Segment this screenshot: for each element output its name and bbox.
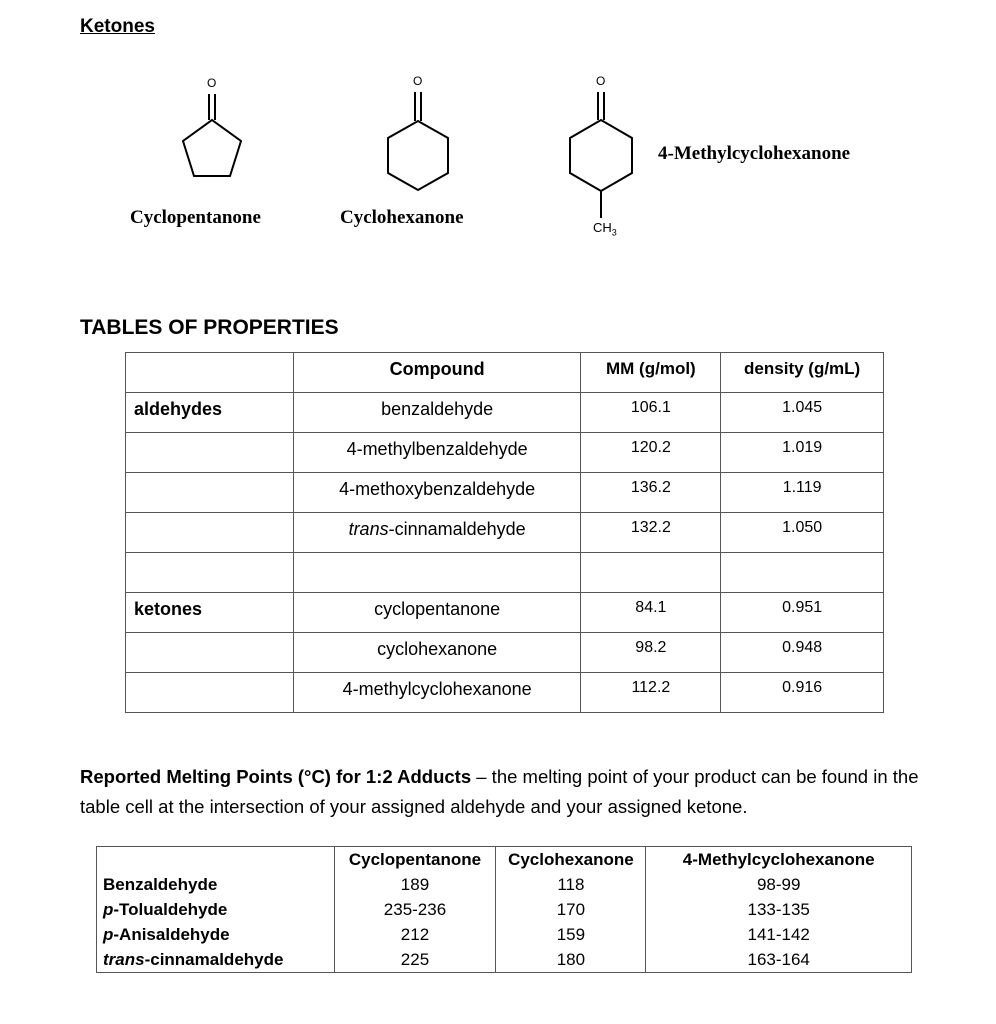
compound-cell: 4-methoxybenzaldehyde [293,473,581,513]
table-row [97,872,912,897]
empty-cell [581,553,721,593]
table-row [97,922,912,947]
cyclohexane-ring [388,121,448,190]
mm-cell: 136.2 [581,473,721,513]
label-cyclohexanone: Cyclohexanone [340,207,464,228]
methylcyclohexane-ring [570,120,632,191]
cyclopentane-ring [183,120,241,176]
table-row [126,393,884,433]
section-title-ketones: Ketones [80,16,155,37]
density-cell: 1.119 [721,473,884,513]
mp-cell: 170 [496,897,646,922]
category-ketones: ketones [126,593,294,633]
empty-cell [126,473,294,513]
mm-cell: 84.1 [581,593,721,633]
density-cell: 0.951 [721,593,884,633]
label-cyclopentanone: Cyclopentanone [130,207,261,228]
mp-header-empty [97,847,335,873]
table-row [126,433,884,473]
mp-row-label [97,872,335,897]
mm-cell: 106.1 [581,393,721,433]
label-4-methylcyclohexanone: 4-Methylcyclohexanone [658,143,851,164]
row-name: -Tolualdehyde [113,900,228,919]
density-cell: 1.019 [721,433,884,473]
ch3-subscript: 3 [611,227,617,238]
mp-row-label [97,947,335,973]
mm-cell: 120.2 [581,433,721,473]
compound-cell: 4-methylcyclohexanone [293,673,581,713]
mp-row-label [97,922,335,947]
table-row [126,593,884,633]
empty-cell [126,673,294,713]
density-cell: 0.948 [721,633,884,673]
row-prefix: p [103,925,114,944]
header-mm: MM (g/mol) [581,353,721,393]
table-row-spacer [126,553,884,593]
mp-cell: 212 [334,922,496,947]
empty-cell [126,513,294,553]
compound-cell: 4-methylbenzaldehyde [293,433,581,473]
row-prefix: trans [103,950,145,969]
mm-cell: 132.2 [581,513,721,553]
table-header-row [126,353,884,393]
oxygen-label-3: O [596,74,606,88]
melting-points-table [96,846,912,973]
category-aldehydes: aldehydes [126,393,294,433]
mm-cell: 112.2 [581,673,721,713]
compound-cell: benzaldehyde [293,393,581,433]
header-compound: Compound [293,353,581,393]
table-row [126,633,884,673]
intro-rest: – the melting point of your product can be found in the table cell at the intersection of your assigned aldehyde and your assigned ketone. [80,766,919,817]
empty-cell [721,553,884,593]
compound-suffix: -cinnamaldehyde [388,519,526,539]
properties-table [125,352,884,713]
oxygen-label-2: O [413,74,423,88]
table-row [97,947,912,973]
tables-heading: TABLES OF PROPERTIES [80,316,339,339]
empty-cell [126,633,294,673]
melting-points-intro [80,762,950,822]
header-density: density (g/mL) [721,353,884,393]
header-category [126,353,294,393]
empty-cell [126,433,294,473]
density-cell: 1.050 [721,513,884,553]
mp-cell: 163-164 [646,947,912,973]
mp-cell: 141-142 [646,922,912,947]
mp-cell: 98-99 [646,872,912,897]
compound-cell: cyclopentanone [293,593,581,633]
ch3-main: CH [593,220,612,235]
mp-header-cyclohexanone: Cyclohexanone [496,847,646,873]
empty-cell [293,553,581,593]
mp-cell: 189 [334,872,496,897]
compound-cell [293,513,581,553]
row-name: Benzaldehyde [103,875,218,894]
table-row [126,673,884,713]
mp-cell: 180 [496,947,646,973]
mp-cell: 235-236 [334,897,496,922]
mp-header-cyclopentanone: Cyclopentanone [334,847,496,873]
oxygen-label-1: O [207,76,217,90]
empty-cell [126,553,294,593]
density-cell: 0.916 [721,673,884,713]
mp-cell: 118 [496,872,646,897]
mp-cell: 225 [334,947,496,973]
compound-cell: cyclohexanone [293,633,581,673]
table-row [97,897,912,922]
mp-cell: 133-135 [646,897,912,922]
table-row [126,473,884,513]
mp-header-row [97,847,912,873]
compound-prefix: trans [348,519,389,539]
mm-cell: 98.2 [581,633,721,673]
table-row [126,513,884,553]
mp-cell: 159 [496,922,646,947]
density-cell: 1.045 [721,393,884,433]
methyl-group-label [593,220,617,238]
mp-row-label [97,897,335,922]
mp-header-methylcyclohexanone: 4-Methylcyclohexanone [646,847,912,873]
row-name: -Anisaldehyde [113,925,230,944]
row-name: -cinnamaldehyde [144,950,284,969]
row-prefix: p [103,900,114,919]
intro-bold: Reported Melting Points (°C) for 1:2 Adducts [80,766,472,787]
